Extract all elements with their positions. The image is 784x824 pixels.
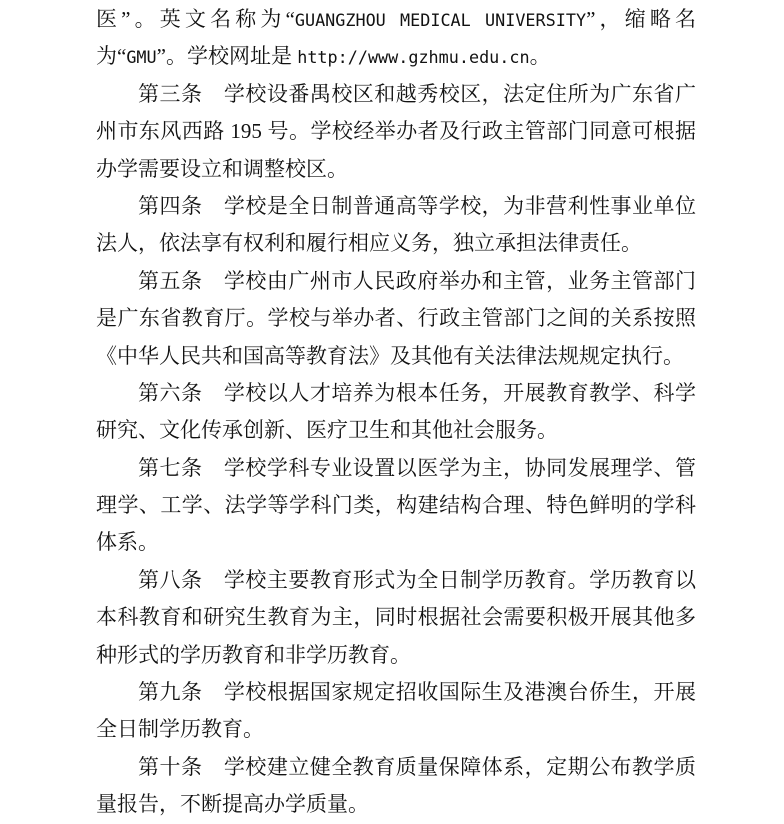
text-line: 第五条 学校由广州市人民政府举办和主管，业务主管部门 [138,268,696,293]
text-line: 《中华人民共和国高等教育法》及其他有关法律法规规定执行。 [96,343,684,368]
text-line: 体系。 [96,530,159,555]
latin-text: http://www.gzhmu.edu.cn [297,47,530,68]
text-line: 第七条 学校学科专业设置以医学为主，协同发展理学、管 [138,455,696,480]
document-body [96,1,696,824]
text-line: 全日制学历教育。 [96,717,264,742]
text-line: 第八条 学校主要教育形式为全日制学历教育。学历教育以 [138,567,696,592]
text-line: 医”。英文名称为“GUANGZHOU MEDICAL UNIVERSITY”，缩略名 [96,7,696,31]
text-line: 州市东风西路 195 号。学校经举办者及行政主管部门同意可根据 [96,119,696,144]
text-line: 种形式的学历教育和非学历教育。 [96,642,411,667]
text-line: 第四条 学校是全日制普通高等学校，为非营利性事业单位 [138,193,696,218]
text-line: 理学、工学、法学等学科门类，构建结构合理、特色鲜明的学科 [96,493,696,518]
text-line: 为“GMU”。学校网址是 http://www.gzhmu.edu.cn。 [96,44,551,69]
text-line: 第三条 学校设番禺校区和越秀校区，法定住所为广东省广 [138,81,696,106]
text-line: 办学需要设立和调整校区。 [96,156,348,181]
text-line: 研究、文化传承创新、医疗卫生和其他社会服务。 [96,418,558,443]
latin-text: GMU [126,47,157,68]
text-line: 量报告，不断提高办学质量。 [96,792,369,817]
text-line: 法人，依法享有权利和履行相应义务，独立承担法律责任。 [96,231,642,256]
latin-text: GUANGZHOU MEDICAL UNIVERSITY [294,10,587,30]
text-line: 第十条 学校建立健全教育质量保障体系，定期公布教学质 [138,754,696,779]
text-line: 第九条 学校根据国家规定招收国际生及港澳台侨生，开展 [138,680,696,705]
text-line: 是广东省教育厅。学校与举办者、行政主管部门之间的关系按照 [96,306,696,331]
text-line: 本科教育和研究生教育为主，同时根据社会需要积极开展其他多 [96,605,696,630]
text-line: 第六条 学校以人才培养为根本任务，开展教育教学、科学 [138,380,696,405]
